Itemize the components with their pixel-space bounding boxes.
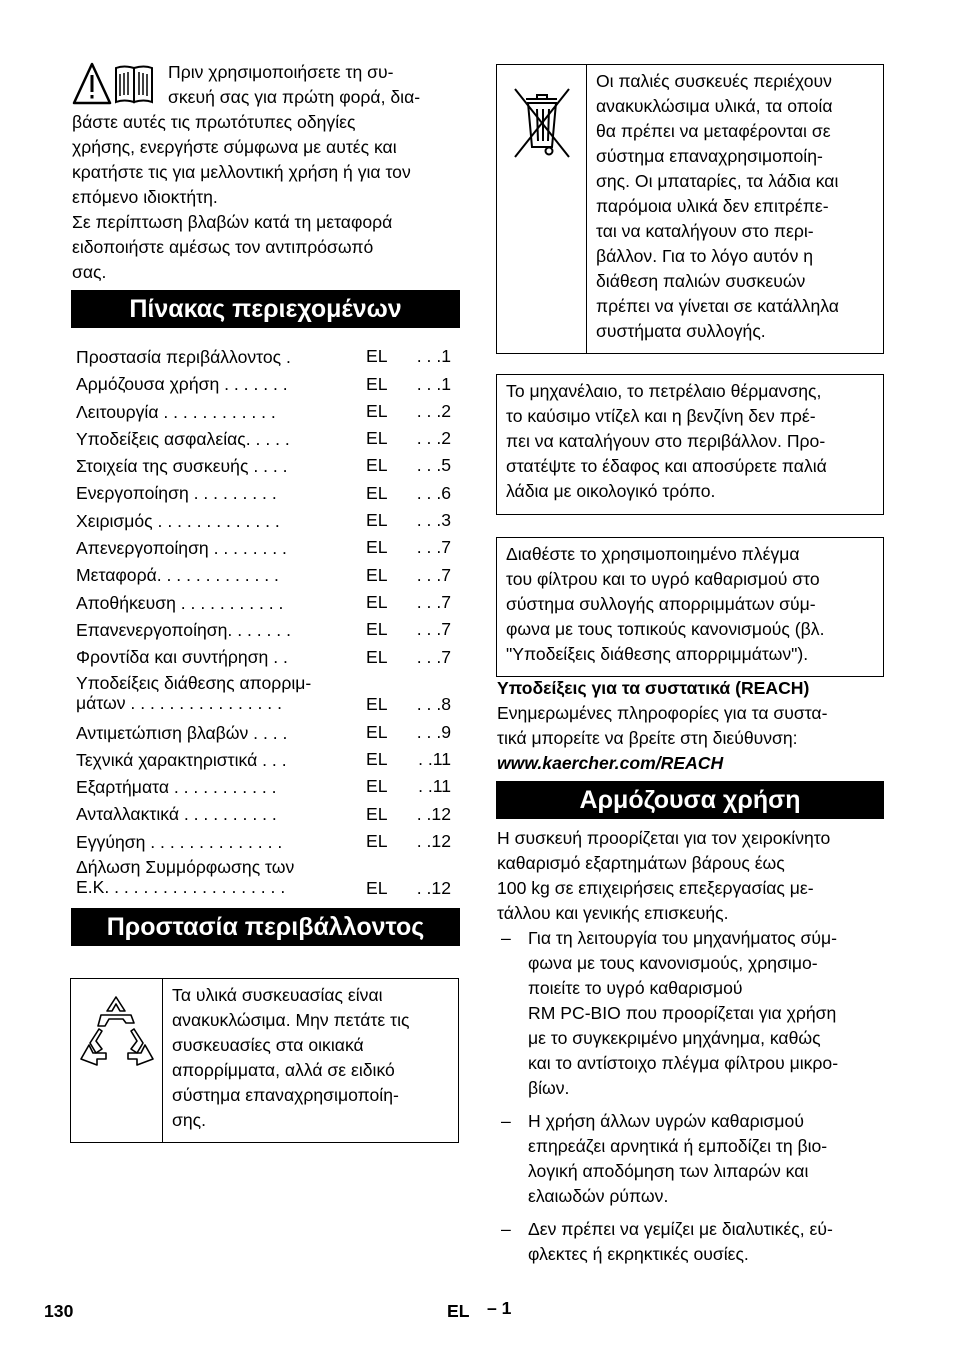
toc-entry-page: . . .7 [416, 537, 451, 558]
toc-entry-title: Χειρισμός . . . . . . . . . . . . . [76, 510, 280, 531]
warning-manual-icon [72, 62, 162, 106]
footer-section-page: – 1 [487, 1298, 512, 1318]
bullet-line: ποιείτε το υγρό καθαρισμού [528, 978, 743, 998]
oil-text [506, 379, 878, 504]
toc-entry-page: . .12 [416, 803, 451, 824]
weee-line: παρόμοια υλικά δεν επιτρέπε- [596, 196, 829, 216]
toc-entry[interactable] [76, 372, 456, 399]
intended-use-section [497, 826, 887, 1267]
toc-entry-title: Αποθήκευση . . . . . . . . . . . [76, 592, 284, 613]
toc-entry[interactable] [76, 563, 456, 590]
toc-entry[interactable] [76, 673, 456, 721]
weee-text [596, 69, 880, 344]
bullet-line: βίων. [528, 1078, 570, 1098]
toc-entry-page: . . .2 [416, 400, 451, 421]
toc-entry-lang: EL [366, 803, 388, 824]
bullet-item [497, 1217, 887, 1267]
bullet-line: φλεκτες ή εκρηκτικές ουσίες. [528, 1244, 749, 1264]
toc-entry[interactable] [76, 454, 456, 481]
toc-entry-title: Εγγύηση . . . . . . . . . . . . . . [76, 831, 283, 852]
filter-line: Διαθέστε το χρησιμοποιημένο πλέγμα [506, 544, 800, 564]
environment-heading: Προστασία περιβάλλοντος [71, 908, 460, 946]
toc-entry-title: Ενεργοποίηση . . . . . . . . . [76, 483, 277, 504]
toc-entry[interactable] [76, 481, 456, 508]
bullet-line: RM PC-BIO που προορίζεται για χρήση [528, 1003, 837, 1023]
intended-use-line: 100 kg σε επιχειρήσεις επεξεργασίας με- [497, 878, 814, 898]
toc-entry-page: . . .8 [416, 693, 451, 714]
weee-line: Οι παλιές συσκευές περιέχουν [596, 71, 832, 91]
toc-entry-page: . . .5 [416, 455, 451, 476]
filter-line: του φίλτρου και το υγρό καθαρισμού στο [506, 569, 820, 589]
dash-bullet: – [501, 928, 511, 948]
intended-use-line: Η συσκευή προορίζεται για τον χειροκίνητο [497, 828, 831, 848]
toc-entry-page: . . .9 [416, 721, 451, 742]
packaging-line: απορρίμματα, αλλά σε ειδικό [172, 1060, 395, 1080]
toc-entry-lang: EL [366, 428, 388, 449]
packaging-line: σύστημα επαναχρησιμοποίη- [172, 1085, 399, 1105]
packaging-line: σης. [172, 1110, 207, 1130]
packaging-recycling-note [70, 978, 459, 1143]
page-number: 130 [44, 1301, 74, 1321]
toc-entry-lang: EL [366, 619, 388, 640]
toc-entry-page: . . .3 [416, 510, 451, 531]
toc-entry-lang: EL [366, 693, 388, 714]
toc-entry[interactable] [76, 618, 456, 645]
toc-entry-title-line: Δήλωση Συμμόρφωσης των [76, 857, 295, 878]
bullet-line: ελαιωδών ρύπων. [528, 1186, 669, 1206]
dash-bullet: – [501, 1219, 511, 1239]
bullet-line: Δεν πρέπει να γεμίζει με διαλυτικές, εύ- [528, 1219, 833, 1239]
weee-line: βάλλον. Για το λόγο αυτόν η [596, 246, 814, 266]
filter-disposal-note [496, 537, 884, 677]
toc-entry[interactable] [76, 721, 456, 748]
toc-entry-page: . . .7 [416, 646, 451, 667]
intro-line: σκευή σας για πρώτη φορά, δια- [168, 87, 421, 107]
toc-entry-page: . .12 [416, 878, 451, 899]
toc-entry-title-line: μάτων . . . . . . . . . . . . . . . . [76, 692, 282, 713]
intro-notice [72, 60, 462, 285]
toc-entry-title [76, 857, 356, 897]
weee-line: σης. Οι μπαταρίες, τα λάδια και [596, 171, 839, 191]
oil-line: Το μηχανέλαιο, το πετρέλαιο θέρμανσης, [506, 381, 822, 401]
toc-entry-title [76, 673, 356, 713]
toc-entry-title-line: Υποδείξεις διάθεσης απορριμ- [76, 672, 312, 693]
toc-entry-title: Αντιμετώπιση βλαβών . . . . [76, 722, 288, 743]
toc-entry-lang: EL [366, 721, 388, 742]
oil-disposal-note [496, 374, 884, 515]
bullet-line: Η χρήση άλλων υγρών καθαρισμού [528, 1111, 804, 1131]
weee-disposal-note [496, 64, 884, 354]
toc-entry[interactable] [76, 775, 456, 802]
toc-entry[interactable] [76, 591, 456, 618]
toc-entry-lang: EL [366, 646, 388, 667]
toc-entry-title: Αρμόζουσα χρήση . . . . . . . [76, 374, 288, 395]
packaging-line: ανακυκλώσιμα. Μην πετάτε τις [172, 1010, 410, 1030]
toc-entry[interactable] [76, 345, 456, 372]
crossed-bin-icon [497, 65, 586, 353]
bullet-item [497, 1109, 887, 1209]
bullet-line: με το συγκεκριμένο μηχάνημα, καθώς [528, 1028, 821, 1048]
weee-line: σύστημα επαναχρησιμοποίη- [596, 146, 823, 166]
toc-entry-title: Φροντίδα και συντήρηση . . [76, 647, 288, 668]
weee-line: ται να καταλήγουν στο περι- [596, 221, 814, 241]
reach-title: Υποδείξεις για τα συστατικά (REACH) [497, 678, 810, 698]
bullet-line: Για τη λειτουργία του μηχανήματος σύμ- [528, 928, 838, 948]
toc-entry[interactable] [76, 802, 456, 829]
filter-line: "Υποδείξεις διάθεσης απορριμμάτων"). [506, 644, 809, 664]
oil-line: λάδια με οικολογικό τρόπο. [506, 481, 716, 501]
toc-entry-title: Μεταφορά. . . . . . . . . . . . . [76, 565, 279, 586]
toc-entry[interactable] [76, 427, 456, 454]
toc-entry[interactable] [76, 645, 456, 672]
toc-entry[interactable] [76, 536, 456, 563]
toc-entry-title: Ανταλλακτικά . . . . . . . . . . [76, 804, 277, 825]
filter-line: φωνα με τους τοπικούς κανονισμούς (βλ. [506, 619, 825, 639]
intended-use-line: καθαρισμό εξαρτημάτων βάρους έως [497, 853, 785, 873]
footer-language: EL [447, 1301, 470, 1321]
intended-use-line: τάλλου και γενικής επισκευής. [497, 903, 729, 923]
toc-entry-lang: EL [366, 537, 388, 558]
bullet-line: επηρεάζει αρνητικά ή εμποδίζει τη βιο- [528, 1136, 828, 1156]
toc-entry[interactable] [76, 830, 456, 857]
intended-use-heading: Αρμόζουσα χρήση [496, 781, 884, 819]
packaging-line: Τα υλικά συσκευασίας είναι [172, 985, 383, 1005]
reach-line: Ενημερωμένες πληροφορίες για τα συστα- [497, 703, 828, 723]
toc-entry-page: . .12 [416, 831, 451, 852]
toc-entry-lang: EL [366, 510, 388, 531]
toc-entry-page: . .11 [418, 749, 451, 770]
toc-entry-lang: EL [366, 346, 388, 367]
toc-entry-title: Υποδείξεις ασφαλείας. . . . . [76, 428, 290, 449]
toc-entry-title: Προστασία περιβάλλοντος . [76, 347, 291, 367]
reach-link[interactable]: www.kaercher.com/REACH [497, 753, 724, 773]
recycling-icon-cell [71, 979, 163, 1142]
oil-line: πει να καταλήγουν στο περιβάλλον. Προ- [506, 431, 826, 451]
dash-bullet: – [501, 1111, 511, 1131]
intro-line: Πριν χρησιμοποιήσετε τη συ- [168, 62, 394, 82]
toc-entry-lang: EL [366, 878, 388, 899]
toc-entry-page: . . .1 [416, 373, 451, 394]
toc-entry[interactable] [76, 509, 456, 536]
toc-entry-title-line: Ε.Κ. . . . . . . . . . . . . . . . . . . [76, 877, 286, 898]
toc-entry-lang: EL [366, 564, 388, 585]
toc-entry-page: . . .7 [416, 591, 451, 612]
toc-entry-title: Απενεργοποίηση . . . . . . . . [76, 538, 287, 559]
weee-line: συστήματα συλλογής. [596, 321, 766, 341]
toc-entry-page: . . .6 [416, 482, 451, 503]
recycling-icon [71, 979, 162, 1142]
toc-entry[interactable] [76, 748, 456, 775]
packaging-line: συσκευασίες στα οικιακά [172, 1035, 364, 1055]
toc-entry-title: Λειτουργία . . . . . . . . . . . . [76, 401, 276, 422]
weee-line: θα πρέπει να μεταφέρονται σε [596, 121, 831, 141]
toc-entry-lang: EL [366, 776, 388, 797]
toc-entry-page: . .11 [418, 776, 451, 797]
intro-line: ειδοποιήστε αμέσως τον αντιπρόσωπό [72, 237, 374, 257]
reach-line: τικά μπορείτε να βρείτε στη διεύθυνση: [497, 728, 798, 748]
intro-line: βάστε αυτές τις πρωτότυπες οδηγίες [72, 112, 356, 132]
toc-entry-title: Στοιχεία της συσκευής . . . . [76, 456, 288, 477]
bullet-line: και το αντίστοιχο πλέγμα φίλτρου μικρο- [528, 1053, 839, 1073]
packaging-text [172, 983, 454, 1133]
filter-line: σύστημα συλλογής απορριμμάτων σύμ- [506, 594, 816, 614]
bullet-line: λογική αποδόμηση των λιπαρών και [528, 1161, 809, 1181]
intro-line: Σε περίπτωση βλαβών κατά τη μεταφορά [72, 212, 393, 232]
oil-line: το καύσιμο ντίζελ και η βενζίνη δεν πρέ- [506, 406, 816, 426]
oil-line: στατέψτε το έδαφος και αποσύρετε παλιά [506, 456, 827, 476]
toc-entry-page: . . .1 [416, 346, 451, 367]
toc-heading: Πίνακας περιεχομένων [71, 290, 460, 328]
toc-entry-lang: EL [366, 455, 388, 476]
toc-entry-lang: EL [366, 400, 388, 421]
toc-entry-lang: EL [366, 591, 388, 612]
weee-line: διάθεση παλιών συσκευών [596, 271, 806, 291]
intro-line: κρατήστε τις για μελλοντική χρήση ή για τον [72, 162, 411, 182]
intro-line: σας. [72, 262, 107, 282]
toc-entry-lang: EL [366, 482, 388, 503]
bullet-item [497, 926, 887, 1101]
toc-entry-lang: EL [366, 373, 388, 394]
toc-entry[interactable] [76, 400, 456, 427]
toc-entry-title: Τεχνικά χαρακτηριστικά . . . [76, 749, 287, 770]
intro-line: επόμενο ιδιοκτήτη. [72, 187, 218, 207]
toc-entry-title: Εξαρτήματα . . . . . . . . . . . [76, 777, 277, 798]
weee-icon-cell [497, 65, 587, 353]
filter-text [506, 542, 878, 667]
toc-entry-title: Επανενεργοποίηση. . . . . . . [76, 619, 291, 640]
intro-line: χρήσης, ενεργήστε σύμφωνα με αυτές και [72, 137, 397, 157]
toc-entry-page: . . .7 [416, 619, 451, 640]
weee-line: πρέπει να γίνεται σε κατάλληλα [596, 296, 839, 316]
reach-info [497, 676, 887, 776]
toc-entry-page: . . .7 [416, 564, 451, 585]
toc-entry[interactable] [76, 857, 456, 905]
toc-entry-page: . . .2 [416, 428, 451, 449]
weee-line: ανακυκλώσιμα υλικά, τα οποία [596, 96, 833, 116]
toc-entry-lang: EL [366, 749, 388, 770]
table-of-contents [76, 345, 456, 905]
toc-entry-lang: EL [366, 831, 388, 852]
bullet-line: φωνα με τους κανονισμούς, χρησιμο- [528, 953, 818, 973]
